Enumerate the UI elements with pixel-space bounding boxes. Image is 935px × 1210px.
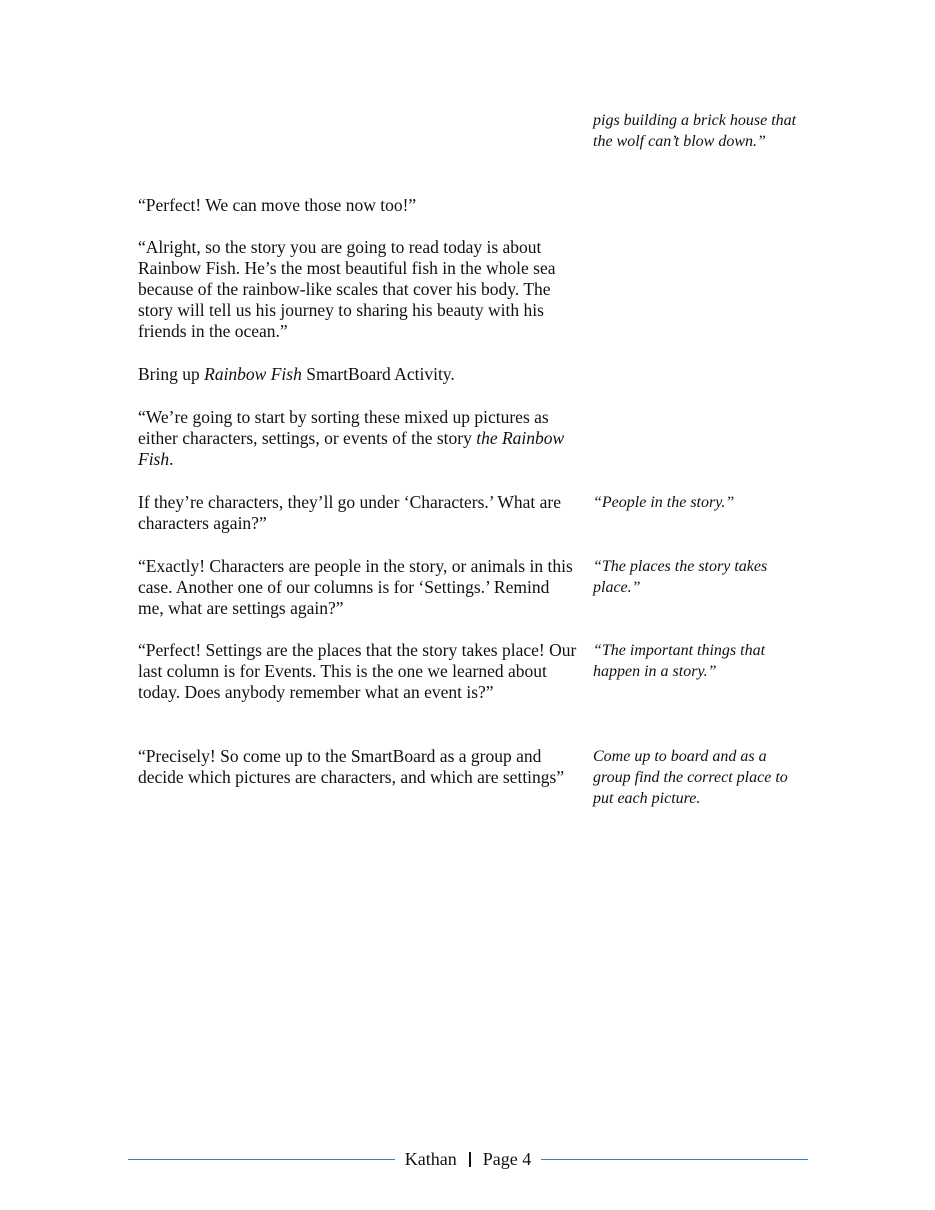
book-title: Rainbow Fish: [204, 364, 302, 384]
text-run: SmartBoard Activity.: [301, 364, 455, 384]
expected-response: “The important things that happen in a story.”: [593, 642, 766, 680]
text-run: “We’re going to start by sorting these mixed up pictures as either characters, settings, or events of the story: [138, 407, 549, 448]
footer-rule-left: [128, 1159, 395, 1160]
text-run: Bring up: [138, 364, 205, 384]
script-paragraph: “Perfect! Settings are the places that the story takes place! Our last column is for Events. This is the one we learned about today. Does anybody remember what an event is?”: [138, 640, 577, 702]
expected-response: “The places the story takes place.”: [593, 558, 768, 596]
script-paragraph: “Alright, so the story you are going to read today is about Rainbow Fish. He’s the most beautiful fish in the whole sea because of the rainbow-like scales that cover his body. The story will tell us his journey to sharing his beauty with his friends in the ocean.”: [138, 237, 556, 341]
script-paragraph: “Precisely! So come up to the SmartBoard as a group and decide which pictures are characters, and which are settings”: [138, 746, 565, 787]
book-title: the Rainbow Fish: [138, 428, 565, 469]
text-run: .: [169, 449, 174, 469]
script-paragraph: [138, 364, 578, 385]
teacher-note-continued: pigs building a brick house that the wolf can’t blow down.”: [593, 112, 797, 150]
page-footer: [128, 1146, 808, 1172]
footer-author: Kathan: [404, 1148, 457, 1169]
script-paragraph: “Perfect! We can move those now too!”: [138, 195, 417, 215]
footer-page-number: Page 4: [482, 1148, 532, 1169]
script-paragraph: If they’re characters, they’ll go under ‘Characters.’ What are characters again?”: [138, 492, 562, 533]
script-paragraph: [138, 407, 578, 470]
script-paragraph: “Exactly! Characters are people in the story, or animals in this case. Another one of our columns is for ‘Settings.’ Remind me, what are settings again?”: [138, 556, 573, 618]
expected-response: “People in the story.”: [593, 494, 735, 511]
footer-separator: [469, 1152, 471, 1167]
expected-response: Come up to board and as a group find the correct place to put each picture.: [593, 748, 788, 807]
footer-rule-right: [541, 1159, 808, 1160]
footer-text: [395, 1149, 541, 1170]
